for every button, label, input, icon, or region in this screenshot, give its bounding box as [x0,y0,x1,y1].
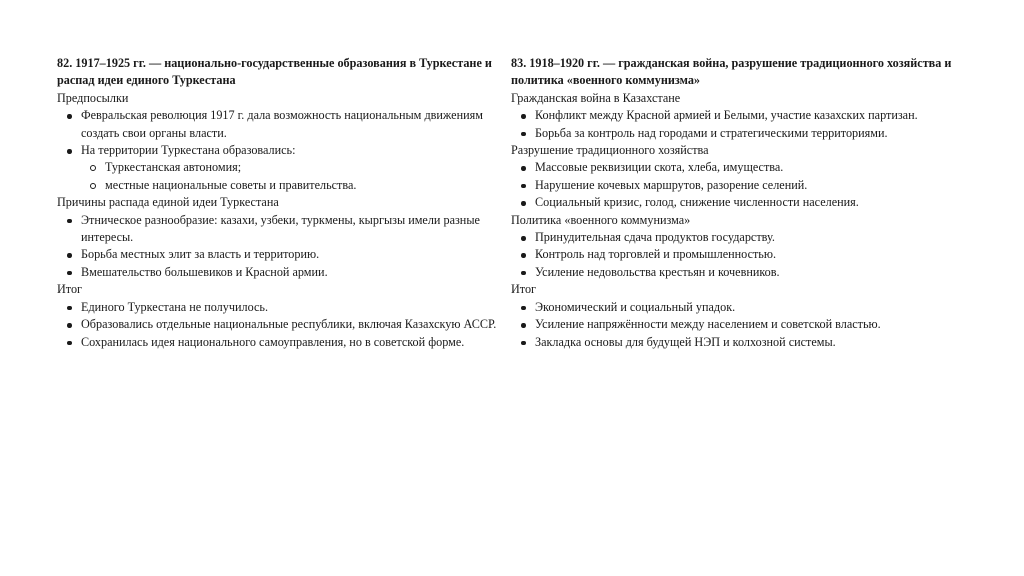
list-item: Единого Туркестана не получилось. [57,299,507,316]
right-section-list [511,107,971,142]
list-item: Борьба за контроль над городами и стратегическими территориями. [511,125,971,142]
sub-list-item: Туркестанская автономия; [81,159,507,176]
left-section-list [57,107,507,194]
list-item: Усиление напряжённости между населением и советской властью. [511,316,971,333]
right-section-list [511,229,971,281]
right-section-list [511,159,971,211]
right-section-heading: Политика «военного коммунизма» [511,212,691,227]
right-section-heading: Итог [511,282,537,297]
sub-list-item: местные национальные советы и правительства. [81,177,507,194]
left-section-heading: Причины распада единой идеи Туркестана [57,195,279,210]
list-item: Массовые реквизиции скота, хлеба, имущества. [511,159,971,176]
list-item: Борьба местных элит за власть и территорию. [57,246,507,263]
list-item: Вмешательство большевиков и Красной армии. [57,264,507,281]
list-item: Образовались отдельные национальные республики, включая Казахскую АССР. [57,316,507,333]
list-item: Конфликт между Красной армией и Белыми, участие казахских партизан. [511,107,971,124]
left-column [57,55,507,351]
list-item: Февральская революция 1917 г. дала возможность национальным движениям создать свои органы власти. [57,107,507,142]
list-item: Экономический и социальный упадок. [511,299,971,316]
list-item: Усиление недовольства крестьян и кочевников. [511,264,971,281]
right-column [511,55,971,351]
left-section-heading: Итог [57,282,83,297]
list-item: Сохранилась идея национального самоуправления, но в советской форме. [57,334,507,351]
left-section-list [57,212,507,282]
list-item [57,142,507,194]
right-section-heading: Гражданская война в Казахстане [511,90,681,105]
left-section-heading: Предпосылки [57,90,129,105]
sub-list [81,159,507,194]
left-title: 82. 1917–1925 гг. — национально-государственные образования в Туркестане и распад идеи единого Туркестана [57,56,492,88]
list-item-text: На территории Туркестана образовались: [81,143,296,158]
right-section-list [511,299,971,351]
right-section-heading: Разрушение традиционного хозяйства [511,143,709,158]
list-item: Социальный кризис, голод, снижение численности населения. [511,194,971,211]
list-item: Принудительная сдача продуктов государству. [511,229,971,246]
list-item: Закладка основы для будущей НЭП и колхозной системы. [511,334,971,351]
list-item: Контроль над торговлей и промышленностью. [511,246,971,263]
right-title: 83. 1918–1920 гг. — гражданская война, разрушение традиционного хозяйства и политика «военного коммунизма» [511,56,952,88]
list-item: Этническое разнообразие: казахи, узбеки, туркмены, кыргызы имели разные интересы. [57,212,507,247]
list-item: Нарушение кочевых маршрутов, разорение селений. [511,177,971,194]
left-section-list [57,299,507,351]
